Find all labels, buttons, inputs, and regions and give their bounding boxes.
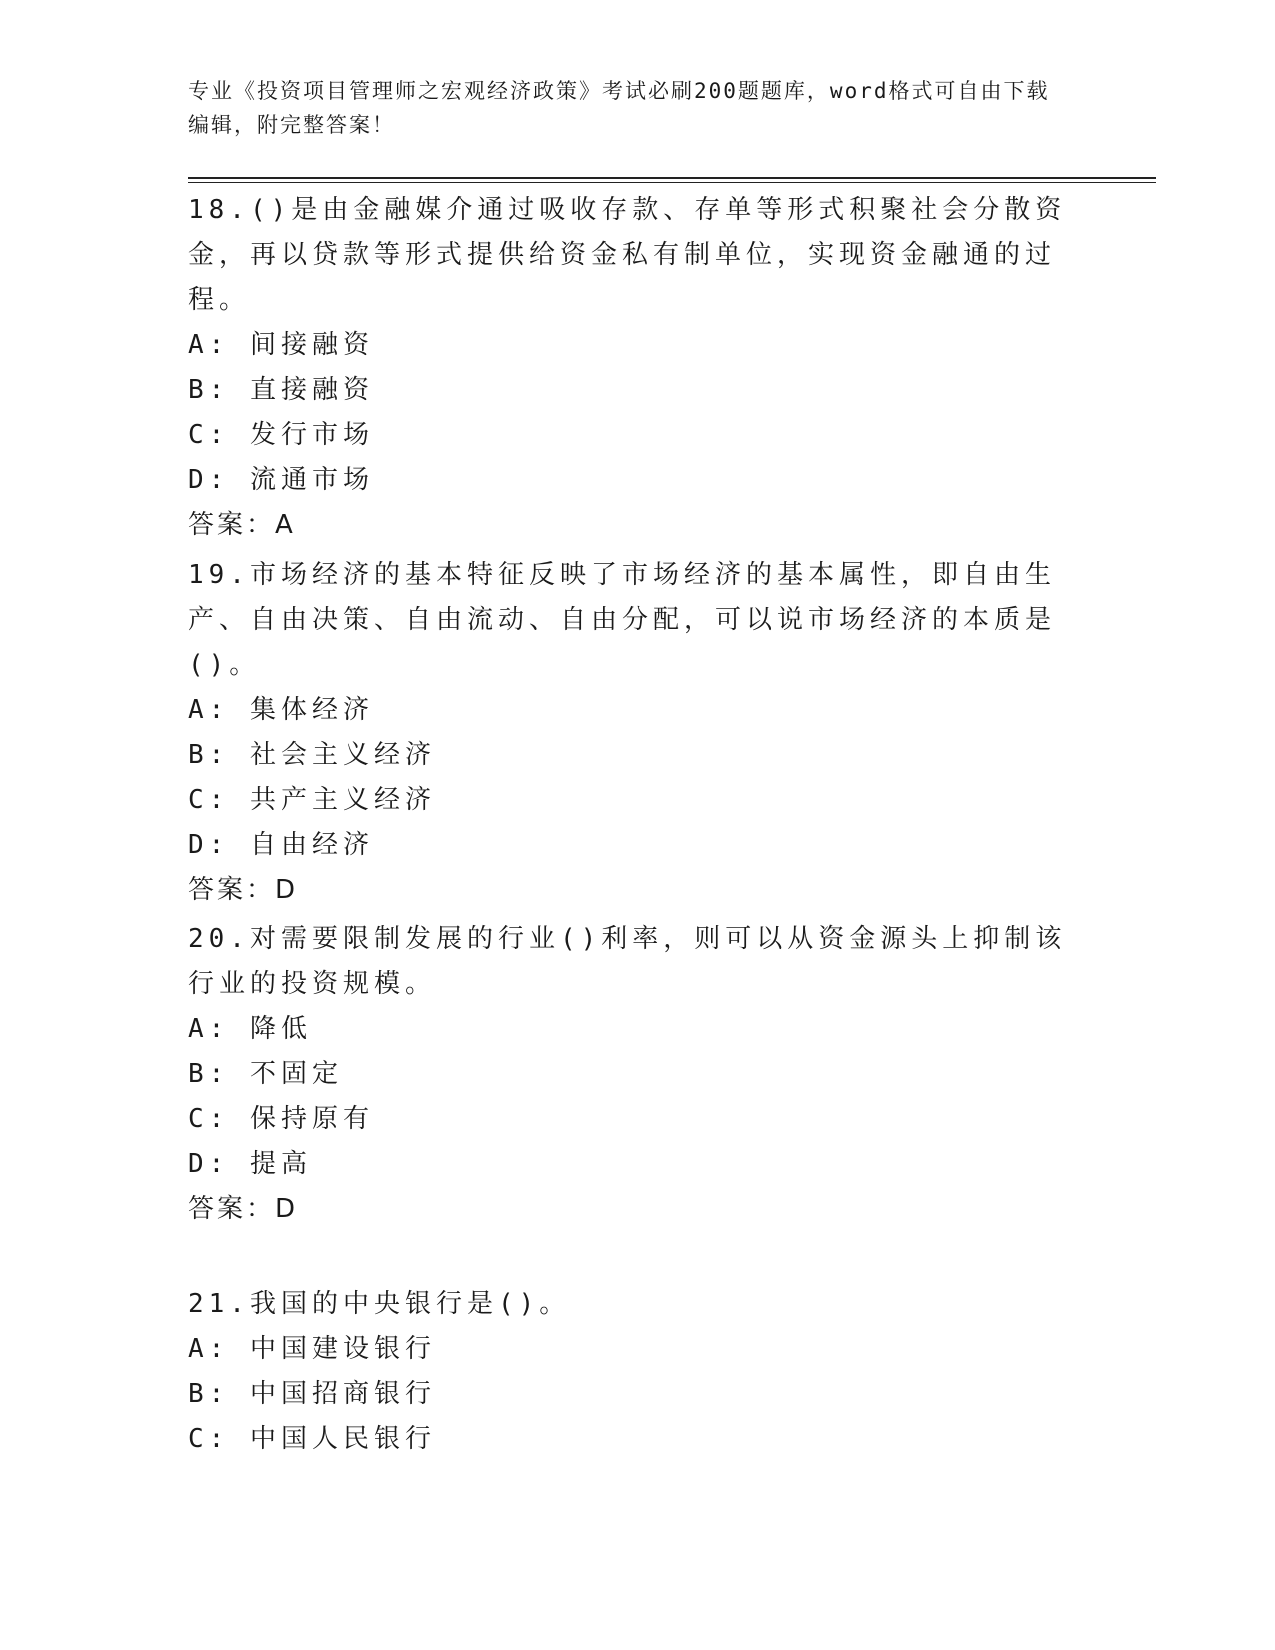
option-d: D: 提高	[188, 1149, 312, 1179]
document-intro: 专业《投资项目管理师之宏观经济政策》考试必刷200题题库，word格式可自由下载编辑，附完整答案！	[188, 79, 1050, 137]
option-b: B: 社会主义经济	[188, 740, 436, 770]
question-stem: 20.对需要限制发展的行业()利率，则可以从资金源头上抑制该行业的投资规模。	[188, 924, 1067, 999]
question-stem: 19.市场经济的基本特征反映了市场经济的基本属性，即自由生产、自由决策、自由流动、自由分配，可以说市场经济的本质是()。	[188, 560, 1057, 680]
header-divider-thick	[188, 177, 1156, 179]
question-stem: 21.我国的中央银行是()。	[188, 1289, 571, 1319]
question-stem: 18.()是由金融媒介通过吸收存款、存单等形式积聚社会分散资金，再以贷款等形式提供给资金私有制单位，实现资金融通的过程。	[188, 195, 1067, 315]
option-c: C: 共产主义经济	[188, 785, 436, 815]
answer-line: 答案：D	[188, 1194, 299, 1224]
option-c: C: 发行市场	[188, 420, 374, 450]
option-b: B: 直接融资	[188, 375, 374, 405]
question-20	[188, 917, 1088, 1232]
answer-line: 答案：D	[188, 875, 299, 905]
option-a: A: 中国建设银行	[188, 1334, 436, 1364]
question-19	[188, 553, 1088, 913]
option-c: C: 中国人民银行	[188, 1424, 436, 1454]
option-d: D: 自由经济	[188, 830, 374, 860]
question-21	[188, 1282, 1088, 1462]
option-a: A: 间接融资	[188, 330, 374, 360]
question-18	[188, 188, 1088, 548]
option-d: D: 流通市场	[188, 465, 374, 495]
option-c: C: 保持原有	[188, 1104, 374, 1134]
option-a: A: 降低	[188, 1014, 312, 1044]
answer-line: 答案：A	[188, 510, 296, 540]
option-a: A: 集体经济	[188, 695, 374, 725]
header-divider-thin	[188, 182, 1156, 183]
option-b: B: 中国招商银行	[188, 1379, 436, 1409]
option-b: B: 不固定	[188, 1059, 343, 1089]
